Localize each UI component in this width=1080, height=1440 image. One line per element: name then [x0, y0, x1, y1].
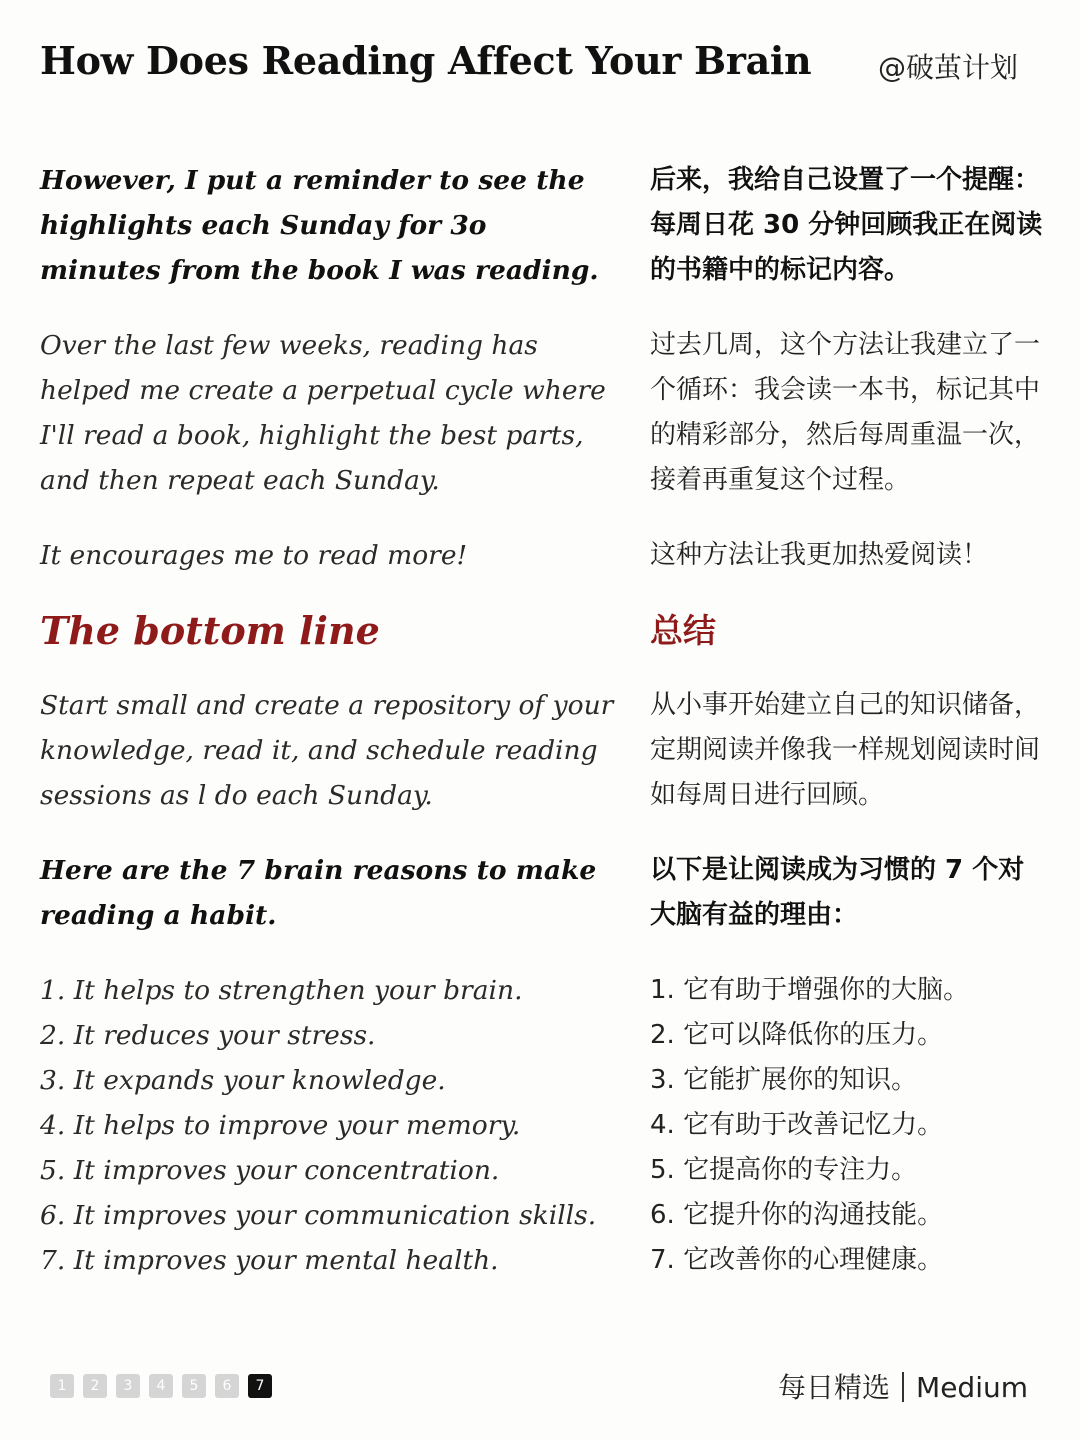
page-indicator-3[interactable]: 3 [116, 1374, 140, 1398]
footer-brand-left: 每日精选 [778, 1371, 891, 1404]
footer-divider [902, 1372, 904, 1402]
chinese-paragraph-5: 以下是让阅读成为习惯的 7 个对大脑有益的理由： [650, 855, 1025, 930]
english-bottom-line-heading: The bottom line [40, 608, 380, 653]
chinese-bottom-line-heading: 总结 [650, 611, 716, 650]
chinese-paragraph-2: 过去几周，这个方法让我建立了一个循环：我会读一本书，标记其中的精彩部分，然后每周重温一次，接着再重复这个过程。 [650, 330, 1041, 495]
list-item: 6. 它提升你的沟通技能。 [650, 1200, 944, 1230]
list-item: 6. It improves your communication skills. [40, 1200, 597, 1231]
list-item: 4. It helps to improve your memory. [40, 1110, 521, 1141]
list-item: 5. 它提高你的专注力。 [650, 1155, 918, 1185]
page-indicator-5[interactable]: 5 [182, 1374, 206, 1398]
page-indicator [50, 1374, 272, 1398]
chinese-reasons-list [650, 968, 1045, 1283]
list-item: 7. 它改善你的心理健康。 [650, 1245, 944, 1275]
page-title: How Does Reading Affect Your Brain [40, 38, 812, 83]
page-indicator-4[interactable]: 4 [149, 1374, 173, 1398]
page-indicator-6[interactable]: 6 [215, 1374, 239, 1398]
chinese-paragraph-3: 这种方法让我更加热爱阅读！ [650, 540, 989, 570]
list-item: 1. 它有助于增强你的大脑。 [650, 975, 970, 1005]
list-item: 3. It expands your knowledge. [40, 1065, 446, 1096]
list-item: 5. It improves your concentration. [40, 1155, 500, 1186]
list-item: 4. 它有助于改善记忆力。 [650, 1110, 944, 1140]
list-item: 7. It improves your mental health. [40, 1245, 499, 1276]
page-indicator-1[interactable]: 1 [50, 1374, 74, 1398]
page-indicator-7-active[interactable]: 7 [248, 1374, 272, 1398]
english-paragraph-3: It encourages me to read more! [40, 540, 468, 571]
english-paragraph-5: Here are the 7 brain reasons to make reading a habit. [40, 855, 597, 931]
english-paragraph-1: However, I put a reminder to see the highlights each Sunday for 3o minutes from the book I was reading. [40, 165, 599, 286]
list-item: 1. It helps to strengthen your brain. [40, 975, 523, 1006]
footer-brand [778, 1366, 1028, 1406]
english-reasons-list [40, 968, 615, 1283]
chinese-column [650, 158, 1045, 1283]
list-item: 2. 它可以降低你的压力。 [650, 1020, 944, 1050]
list-item: 3. 它能扩展你的知识。 [650, 1065, 918, 1095]
list-item: 2. It reduces your stress. [40, 1020, 376, 1051]
chinese-paragraph-4: 从小事开始建立自己的知识储备，定期阅读并像我一样规划阅读时间如每周日进行回顾。 [650, 690, 1041, 810]
english-paragraph-2: Over the last few weeks, reading has helped me create a perpetual cycle where I'll read a book, highlight the best parts, and then repeat each Sunday. [40, 330, 606, 496]
footer-brand-right: Medium [916, 1371, 1028, 1404]
english-column [40, 158, 615, 1283]
page-indicator-2[interactable]: 2 [83, 1374, 107, 1398]
chinese-paragraph-1: 后来，我给自己设置了一个提醒：每周日花 30 分钟回顾我正在阅读的书籍中的标记内容。 [650, 165, 1043, 285]
author-handle: @破茧计划 [877, 51, 1018, 84]
english-paragraph-4: Start small and create a repository of your knowledge, read it, and schedule reading sessions as l do each Sunday. [40, 690, 614, 811]
